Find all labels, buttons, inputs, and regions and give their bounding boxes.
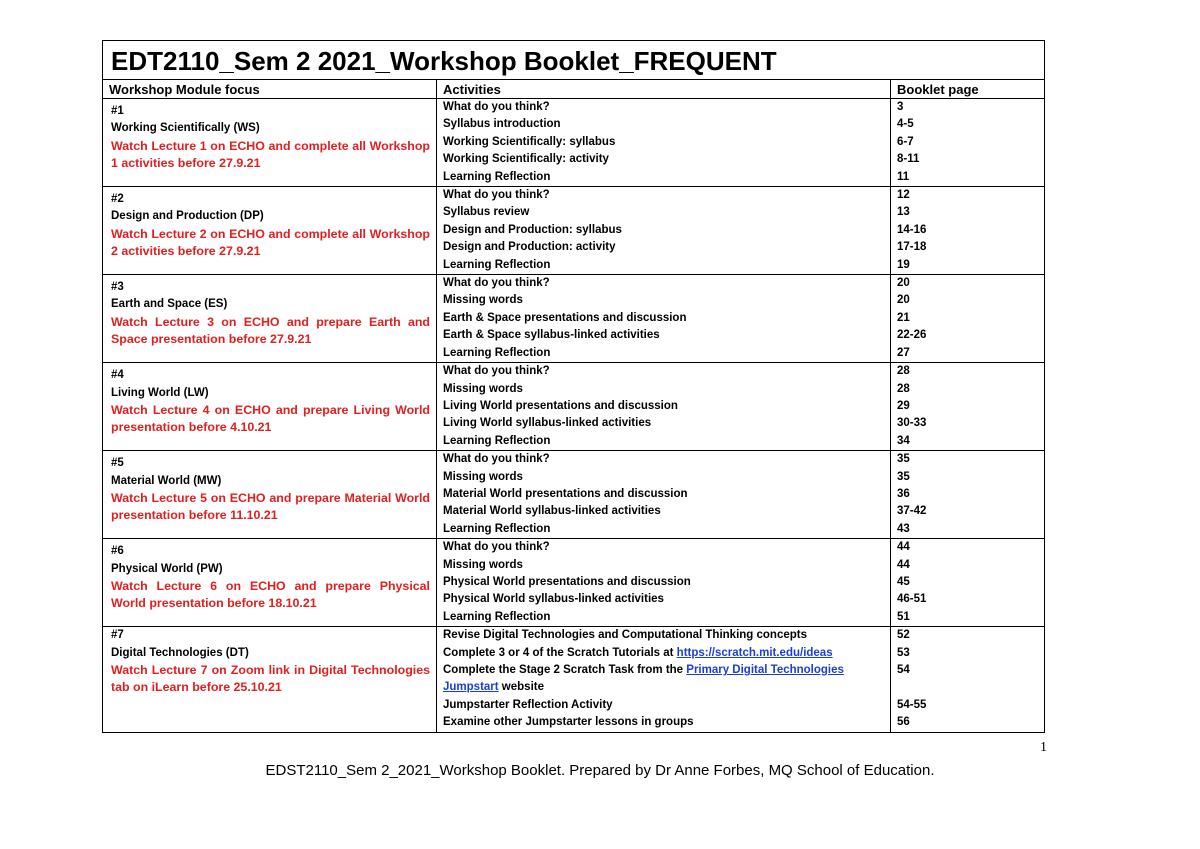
activity-item: Working Scientifically: syllabus bbox=[443, 135, 616, 148]
activity-item: Learning Reflection bbox=[443, 346, 551, 359]
activity-item: Working Scientifically: activity bbox=[443, 153, 609, 166]
header-activities: Activities bbox=[437, 80, 891, 99]
workshop-table bbox=[102, 40, 1045, 733]
module-name: Earth and Space (ES) bbox=[111, 298, 228, 311]
activity-item: Learning Reflection bbox=[443, 610, 551, 623]
pages-cell bbox=[891, 275, 1045, 363]
scratch-ideas-link[interactable]: https://scratch.mit.edu/ideas bbox=[676, 646, 833, 659]
page-item: 35 bbox=[897, 470, 910, 483]
activity-item: Revise Digital Technologies and Computational Thinking concepts bbox=[443, 629, 807, 642]
pages-cell bbox=[891, 627, 1045, 732]
page-item: 19 bbox=[897, 258, 910, 271]
page-item: 4-5 bbox=[897, 118, 914, 131]
module-row-6 bbox=[103, 539, 1045, 627]
activity-item: Missing words bbox=[443, 558, 523, 571]
module-cell bbox=[103, 275, 437, 363]
activity-item: What do you think? bbox=[443, 277, 550, 290]
module-number: #2 bbox=[111, 193, 124, 206]
module-cell bbox=[103, 187, 437, 275]
activity-item: Material World syllabus-linked activities bbox=[443, 505, 661, 518]
activities-cell bbox=[437, 627, 891, 732]
activity-item: Learning Reflection bbox=[443, 258, 551, 271]
page-item: 6-7 bbox=[897, 135, 914, 148]
module-cell bbox=[103, 539, 437, 627]
page-item: 28 bbox=[897, 382, 910, 395]
page-item: 17-18 bbox=[897, 241, 927, 254]
page-item: 56 bbox=[897, 716, 910, 729]
module-name: Digital Technologies (DT) bbox=[111, 646, 249, 659]
module-note: Watch Lecture 1 on ECHO and complete all Workshop 1 activities before 27.9.21 bbox=[111, 138, 430, 171]
page-item: 35 bbox=[897, 453, 910, 466]
activities-cell bbox=[437, 539, 891, 627]
page-item: 11 bbox=[897, 170, 910, 183]
activities-cell bbox=[437, 275, 891, 363]
activity-item: Missing words bbox=[443, 294, 523, 307]
module-row-5 bbox=[103, 451, 1045, 539]
activity-item: Complete 3 or 4 of the Scratch Tutorials at https://scratch.mit.edu/ideas bbox=[443, 646, 833, 659]
page-item: 45 bbox=[897, 575, 910, 588]
page-item: 30-33 bbox=[897, 417, 927, 430]
page-footer: EDST2110_Sem 2_2021_Workshop Booklet. Prepared by Dr Anne Forbes, MQ School of Education. bbox=[265, 762, 935, 779]
page-item: 20 bbox=[897, 277, 910, 290]
activity-item: Physical World presentations and discussion bbox=[443, 575, 691, 588]
module-note: Watch Lecture 6 on ECHO and prepare Physical World presentation before 18.10.21 bbox=[111, 578, 430, 611]
module-row-3 bbox=[103, 275, 1045, 363]
activities-cell bbox=[437, 187, 891, 275]
page-item: 53 bbox=[897, 646, 910, 659]
page-item: 52 bbox=[897, 629, 910, 642]
page-item: 37-42 bbox=[897, 505, 927, 518]
activity-item: Learning Reflection bbox=[443, 522, 551, 535]
page-item: 12 bbox=[897, 189, 910, 202]
activity-item: Syllabus introduction bbox=[443, 118, 561, 131]
jumpstart-link[interactable]: Jumpstart bbox=[443, 681, 499, 694]
activity-item: Jumpstarter Reflection Activity bbox=[443, 698, 613, 711]
module-row-2 bbox=[103, 187, 1045, 275]
pages-cell bbox=[891, 451, 1045, 539]
activity-item: Living World presentations and discussion bbox=[443, 399, 678, 412]
module-number: #1 bbox=[111, 105, 124, 117]
activities-cell bbox=[437, 99, 891, 187]
module-cell bbox=[103, 99, 437, 187]
header-booklet-page: Booklet page bbox=[891, 80, 1045, 99]
module-name: Material World (MW) bbox=[111, 474, 222, 487]
page-item: 54 bbox=[897, 664, 910, 676]
module-number: #7 bbox=[111, 629, 124, 642]
page-item: 34 bbox=[897, 434, 910, 447]
page-item: 8-11 bbox=[897, 153, 920, 166]
primary-digital-technologies-link[interactable]: Primary Digital Technologies bbox=[686, 664, 844, 676]
module-note: Watch Lecture 5 on ECHO and prepare Material World presentation before 11.10.21 bbox=[111, 490, 430, 523]
activity-item: What do you think? bbox=[443, 189, 550, 202]
module-note: Watch Lecture 4 on ECHO and prepare Living World presentation before 4.10.21 bbox=[111, 402, 430, 435]
module-number: #4 bbox=[111, 369, 124, 382]
module-number: #5 bbox=[111, 457, 124, 470]
module-row-4 bbox=[103, 363, 1045, 451]
activity-item: Learning Reflection bbox=[443, 434, 551, 447]
activity-item: Design and Production: syllabus bbox=[443, 223, 622, 236]
page-item: 13 bbox=[897, 206, 910, 219]
activity-item: What do you think? bbox=[443, 541, 550, 554]
page-item: 29 bbox=[897, 399, 910, 412]
activity-item: What do you think? bbox=[443, 365, 550, 378]
page-item: 36 bbox=[897, 487, 910, 500]
module-name: Physical World (PW) bbox=[111, 562, 223, 575]
activity-item: Examine other Jumpstarter lessons in groups bbox=[443, 716, 694, 729]
activity-item: Missing words bbox=[443, 382, 523, 395]
activity-item: What do you think? bbox=[443, 453, 550, 466]
page-number: 1 bbox=[1040, 740, 1047, 755]
activity-item: Syllabus review bbox=[443, 206, 530, 219]
page-item: 44 bbox=[897, 541, 910, 554]
activity-item: Physical World syllabus-linked activities bbox=[443, 593, 664, 606]
page-item: 44 bbox=[897, 558, 910, 571]
page-item: 27 bbox=[897, 346, 910, 359]
activity-item: Material World presentations and discussion bbox=[443, 487, 688, 500]
activity-item: Missing words bbox=[443, 470, 523, 483]
module-name: Working Scientifically (WS) bbox=[111, 122, 260, 135]
activity-item: Living World syllabus-linked activities bbox=[443, 417, 652, 430]
page-item: 3 bbox=[897, 101, 904, 113]
pages-cell bbox=[891, 363, 1045, 451]
module-cell bbox=[103, 451, 437, 539]
page-item: 21 bbox=[897, 311, 910, 324]
pages-cell bbox=[891, 539, 1045, 627]
pages-cell bbox=[891, 99, 1045, 187]
activity-item: Earth & Space syllabus-linked activities bbox=[443, 329, 660, 342]
module-number: #3 bbox=[111, 281, 124, 294]
activities-cell bbox=[437, 363, 891, 451]
activity-item: What do you think? bbox=[443, 101, 550, 113]
page-item: 46-51 bbox=[897, 593, 927, 606]
activity-item: Earth & Space presentations and discussion bbox=[443, 311, 687, 324]
page-item: 20 bbox=[897, 294, 910, 307]
page-item: 14-16 bbox=[897, 223, 927, 236]
module-cell bbox=[103, 363, 437, 451]
page-item: 22-26 bbox=[897, 329, 927, 342]
document-title: EDT2110_Sem 2 2021_Workshop Booklet_FREQUENT bbox=[103, 41, 1045, 80]
module-note: Watch Lecture 3 on ECHO and prepare Earth and Space presentation before 27.9.21 bbox=[111, 314, 430, 347]
module-row-1 bbox=[103, 99, 1045, 187]
activity-item: Learning Reflection bbox=[443, 170, 551, 183]
module-name: Design and Production (DP) bbox=[111, 210, 264, 223]
header-module: Workshop Module focus bbox=[103, 80, 437, 99]
pages-cell bbox=[891, 187, 1045, 275]
activity-item: Complete the Stage 2 Scratch Task from the Primary Digital Technologies Jumpstart website bbox=[443, 664, 844, 694]
module-cell bbox=[103, 627, 437, 732]
module-note: Watch Lecture 2 on ECHO and complete all Workshop 2 activities before 27.9.21 bbox=[111, 226, 430, 259]
page-item: 51 bbox=[897, 610, 910, 623]
page-item: 43 bbox=[897, 522, 910, 535]
module-row-7 bbox=[103, 627, 1045, 732]
module-name: Living World (LW) bbox=[111, 386, 209, 399]
module-note: Watch Lecture 7 on Zoom link in Digital Technologies tab on iLearn before 25.10.21 bbox=[111, 663, 430, 695]
module-number: #6 bbox=[111, 545, 124, 558]
page-item: 28 bbox=[897, 365, 910, 378]
activity-item: Design and Production: activity bbox=[443, 241, 616, 254]
page-item: 54-55 bbox=[897, 698, 927, 711]
activities-cell bbox=[437, 451, 891, 539]
